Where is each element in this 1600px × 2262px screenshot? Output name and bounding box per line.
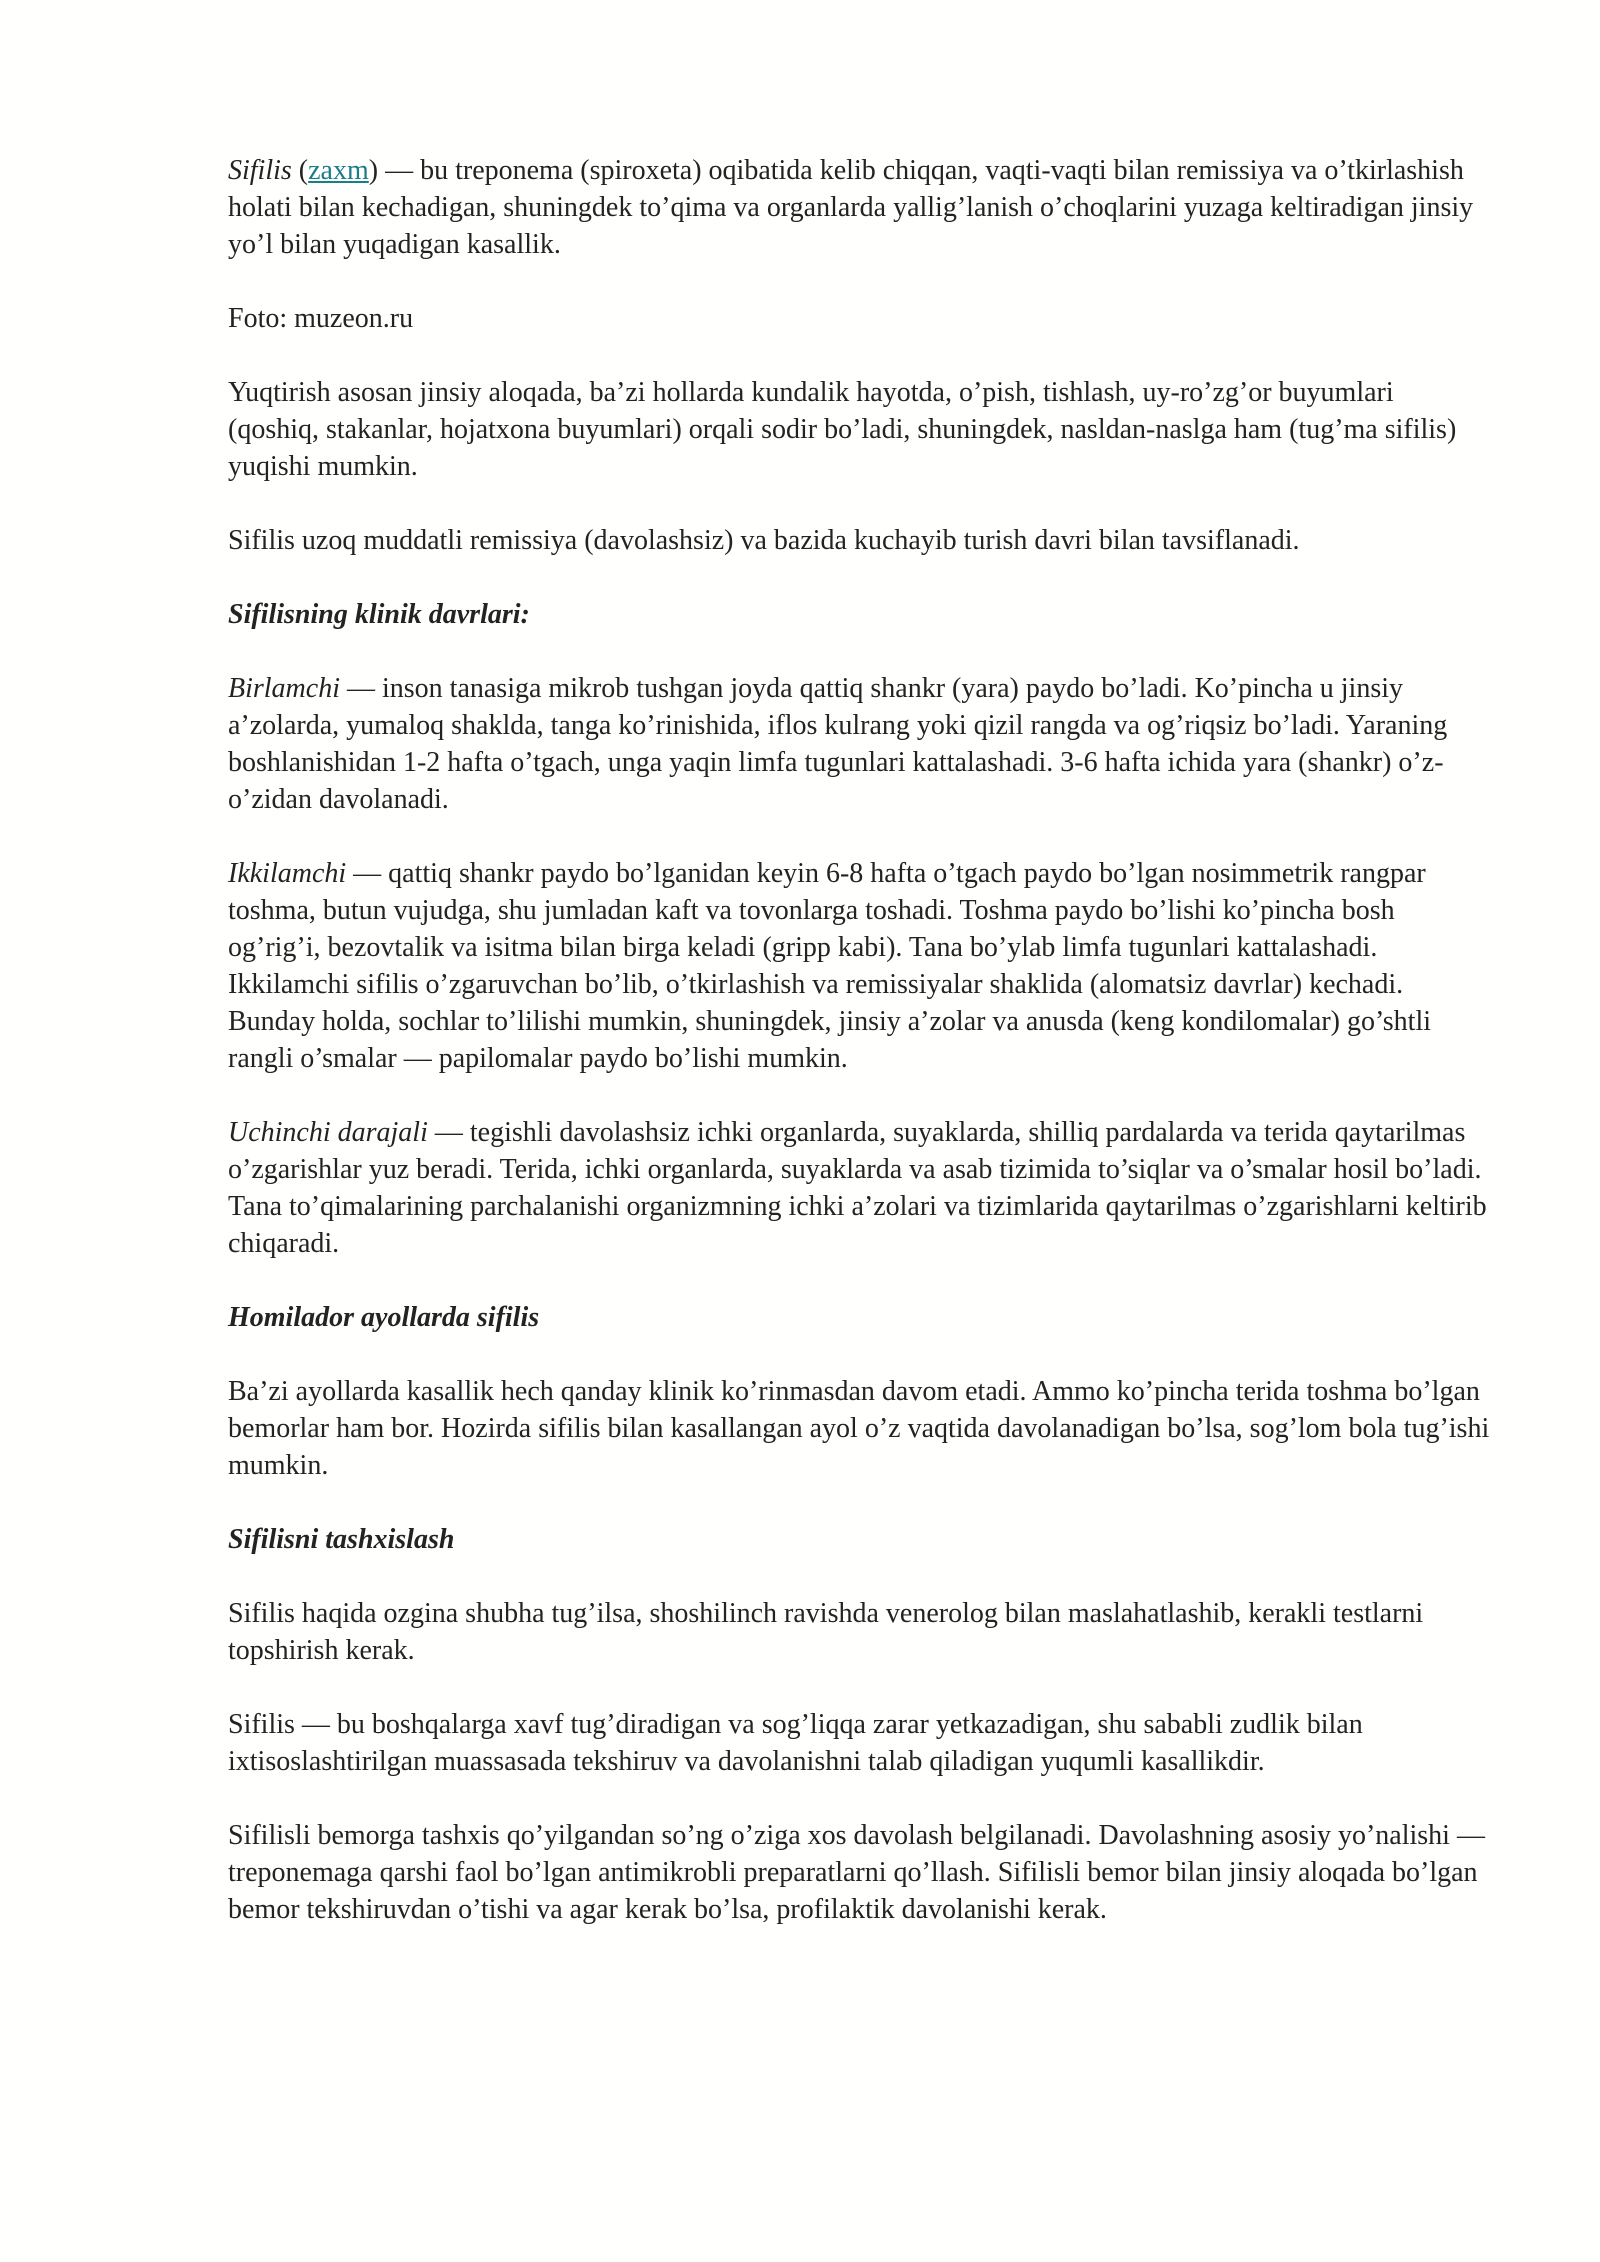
diagnosis-heading: Sifilisni tashxislash <box>228 1524 455 1555</box>
stage-primary-term: Birlamchi <box>228 673 340 704</box>
diagnosis-paragraph-1: Sifilis haqida ozgina shubha tug’ilsa, shoshilinch ravishda venerolog bilan maslahatlashib, kerakli testlarni topshirish kerak. <box>228 1598 1424 1666</box>
diagnosis-paragraph-3: Sifilisli bemorga tashxis qo’yilgandan so’ng o’ziga xos davolash belgilanadi. Davolashning asosiy yo’nalishi — treponemaga qarshi faol bo’lgan antimikrobli preparatlarni qo’llash. Sifilisli bemor bilan jinsiy aloqada bo’lgan bemor tekshiruvdan o’tishi va agar kerak bo’lsa, profilaktik davolanishi kerak. <box>228 1820 1485 1925</box>
intro-term: Sifilis <box>228 155 292 186</box>
stage-secondary-text: — qattiq shankr paydo bo’lganidan keyin 6-8 hafta o’tgach paydo bo’lgan nosimmetrik rangpar toshma, butun vujudga, shu jumladan kaft va tovonlarga toshadi. Toshma paydo bo’lishi ko’pincha bosh og’rig’i, bezovtalik va isitma bilan birga keladi (gripp kabi). Tana bo’ylab limfa tugunlari kattalashadi. Ikkilamchi sifilis o’zgaruvchan bo’lib, o’tkirlashish va remissiyalar shaklida (alomatsiz davrlar) kechadi. Bunday holda, sochlar to’lilishi mumkin, shuningdek, jinsiy a’zolar va anusda (keng kondilomalar) go’shtli rangli o’smalar — papilomalar paydo bo’lishi mumkin. <box>228 858 1432 1074</box>
diagnosis-paragraph-2: Sifilis — bu boshqalarga xavf tug’diradigan va sog’liqqa zarar yetkazadigan, shu sababli zudlik bilan ixtisoslashtirilgan muassasada tekshiruv va davolanishni talab qiladigan yuqumli kasallikdir. <box>228 1709 1363 1777</box>
stages-heading: Sifilisning klinik davrlari: <box>228 599 530 630</box>
stage-tertiary-term: Uchinchi darajali <box>228 1117 428 1148</box>
photo-credit: Foto: muzeon.ru <box>228 303 414 334</box>
transmission-paragraph: Yuqtirish asosan jinsiy aloqada, ba’zi hollarda kundalik hayotda, o’pish, tishlash, uy-ro’zg’or buyumlari (qoshiq, stakanlar, hojatxona buyumlari) orqali sodir bo’ladi, shuningdek, nasldan-naslga ham (tug’ma sifilis) yuqishi mumkin. <box>228 377 1457 482</box>
zaxm-link[interactable]: zaxm <box>308 155 369 186</box>
document-body <box>228 152 1490 1965</box>
stage-tertiary-paragraph <box>228 1114 1490 1262</box>
intro-paragraph <box>228 152 1490 263</box>
intro-text: ) — bu treponema (spiroxeta) oqibatida kelib chiqqan, vaqti-vaqti bilan remissiya va o’tkirlashish holati bilan kechadigan, shuningdek to’qima va organlarda yallig’lanish o’choqlarini yuzaga keltiradigan jinsiy yo’l bilan yuqadigan kasallik. <box>228 155 1474 260</box>
stage-tertiary-text: — tegishli davolashsiz ichki organlarda, suyaklarda, shilliq pardalarda va terida qaytarilmas o’zgarishlar yuz beradi. Terida, ichki organlarda, suyaklarda va asab tizimida to’siqlar va o’smalar hosil bo’ladi. Tana to’qimalarining parchalanishi organizmning ichki a’zolari va tizimlarida qaytarilmas o’zgarishlarni keltirib chiqaradi. <box>228 1117 1487 1259</box>
stage-secondary-term: Ikkilamchi <box>228 858 347 889</box>
pregnancy-paragraph: Ba’zi ayollarda kasallik hech qanday klinik ko’rinmasdan davom etadi. Ammo ko’pincha terida toshma bo’lgan bemorlar ham bor. Hozirda sifilis bilan kasallangan ayol o’z vaqtida davolanadigan bo’lsa, sog’lom bola tug’ishi mumkin. <box>228 1376 1490 1481</box>
course-paragraph: Sifilis uzoq muddatli remissiya (davolashsiz) va bazida kuchayib turish davri bilan tavsiflanadi. <box>228 525 1300 556</box>
stage-secondary-paragraph <box>228 855 1490 1077</box>
pregnancy-heading: Homilador ayollarda sifilis <box>228 1302 540 1333</box>
stage-primary-text: — inson tanasiga mikrob tushgan joyda qattiq shankr (yara) paydo bo’ladi. Ko’pincha u jinsiy a’zolarda, yumaloq shaklda, tanga ko’rinishida, iflos kulrang yoki qizil rangda va og’riqsiz bo’ladi. Yaraning boshlanishidan 1-2 hafta o’tgach, unga yaqin limfa tugunlari kattalashadi. 3-6 hafta ichida yara (shankr) o’z-o’zidan davolanadi. <box>228 673 1448 815</box>
intro-open-paren: ( <box>291 155 309 186</box>
stage-primary-paragraph <box>228 670 1490 818</box>
